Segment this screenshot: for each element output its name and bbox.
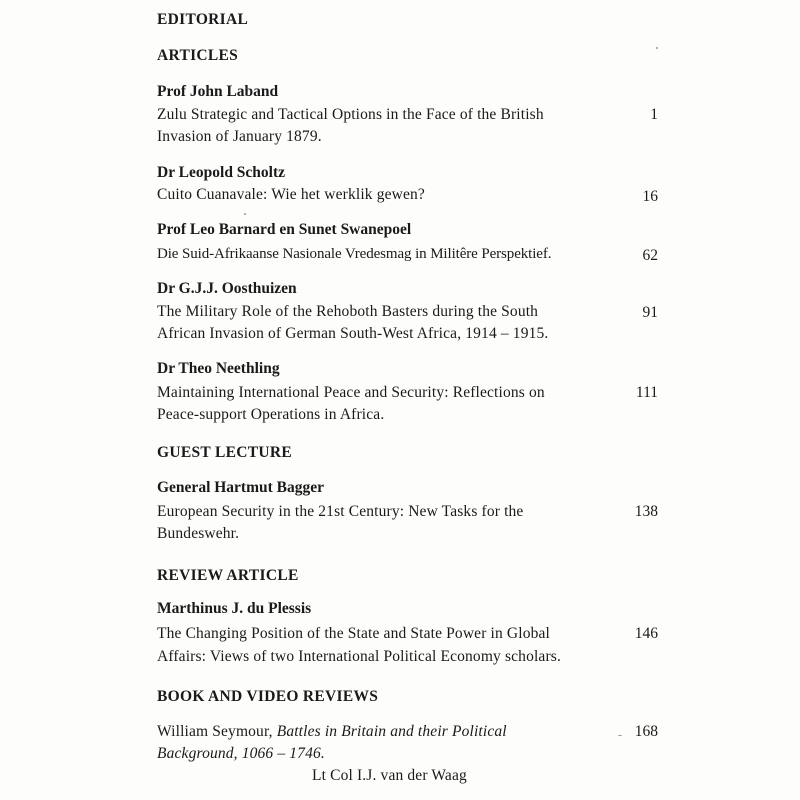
entry-title-line: The Changing Position of the State and State Power in Global (157, 625, 551, 642)
entry-author: Dr G.J.J. Oosthuizen (157, 280, 297, 297)
book-review-title-continued: Background, 1066 – 1746. (157, 745, 325, 762)
book-review-title: Battles in Britain and their Political (276, 723, 507, 740)
entry-author: Prof John Laband (157, 83, 279, 100)
entry-title-line: Zulu Strategic and Tactical Options in the Face of the British (157, 106, 544, 123)
entry-author: Marthinus J. du Plessis (157, 600, 312, 617)
entry-title-line: Die Suid-Afrikaanse Nasionale Vredesmag in Militêre Perspektief. (157, 246, 552, 262)
entry-page-number: 138 (634, 503, 658, 520)
scan-speck (618, 735, 622, 736)
entry-author: General Hartmut Bagger (157, 479, 325, 496)
entry-page-number: 1 (650, 106, 658, 123)
entry-author: Prof Leo Barnard en Sunet Swanepoel (157, 221, 412, 238)
book-review-line (157, 723, 507, 741)
entry-title-line: African Invasion of German South-West Africa, 1914 – 1915. (157, 325, 549, 342)
book-review-author: William Seymour, (157, 723, 277, 740)
book-review-reviewer: Lt Col I.J. van der Waag (312, 767, 467, 784)
entry-title-line: Peace-support Operations in Africa. (157, 406, 385, 423)
entry-title-line: Bundeswehr. (157, 525, 240, 542)
entry-author: Dr Leopold Scholtz (157, 164, 286, 181)
entry-page-number: 146 (634, 625, 658, 642)
entry-title-line: European Security in the 21st Century: New Tasks for the (157, 503, 524, 520)
entry-title-line: Maintaining International Peace and Security: Reflections on (157, 384, 545, 401)
entry-title-line: Affairs: Views of two International Political Economy scholars. (157, 648, 561, 665)
scan-speck (656, 47, 658, 49)
section-heading-review-article: REVIEW ARTICLE (157, 567, 299, 584)
entry-title-line: The Military Role of the Rehoboth Basters during the South (157, 303, 539, 320)
entry-page-number: 111 (635, 384, 658, 401)
entry-page-number: 62 (642, 247, 658, 264)
section-heading-articles: ARTICLES (157, 47, 239, 64)
entry-author: Dr Theo Neethling (157, 360, 280, 377)
book-review-page-number: 168 (634, 723, 658, 740)
section-heading-guest-lecture: GUEST LECTURE (157, 444, 292, 461)
entry-page-number: 16 (642, 188, 658, 205)
entry-title-line: Cuito Cuanavale: Wie het werklik gewen? (157, 186, 425, 203)
entry-page-number: 91 (642, 304, 658, 321)
section-heading-book-video-reviews: BOOK AND VIDEO REVIEWS (157, 688, 379, 705)
scan-speck (244, 213, 246, 215)
entry-title-line: Invasion of January 1879. (157, 128, 322, 145)
section-heading-editorial: EDITORIAL (157, 11, 249, 28)
